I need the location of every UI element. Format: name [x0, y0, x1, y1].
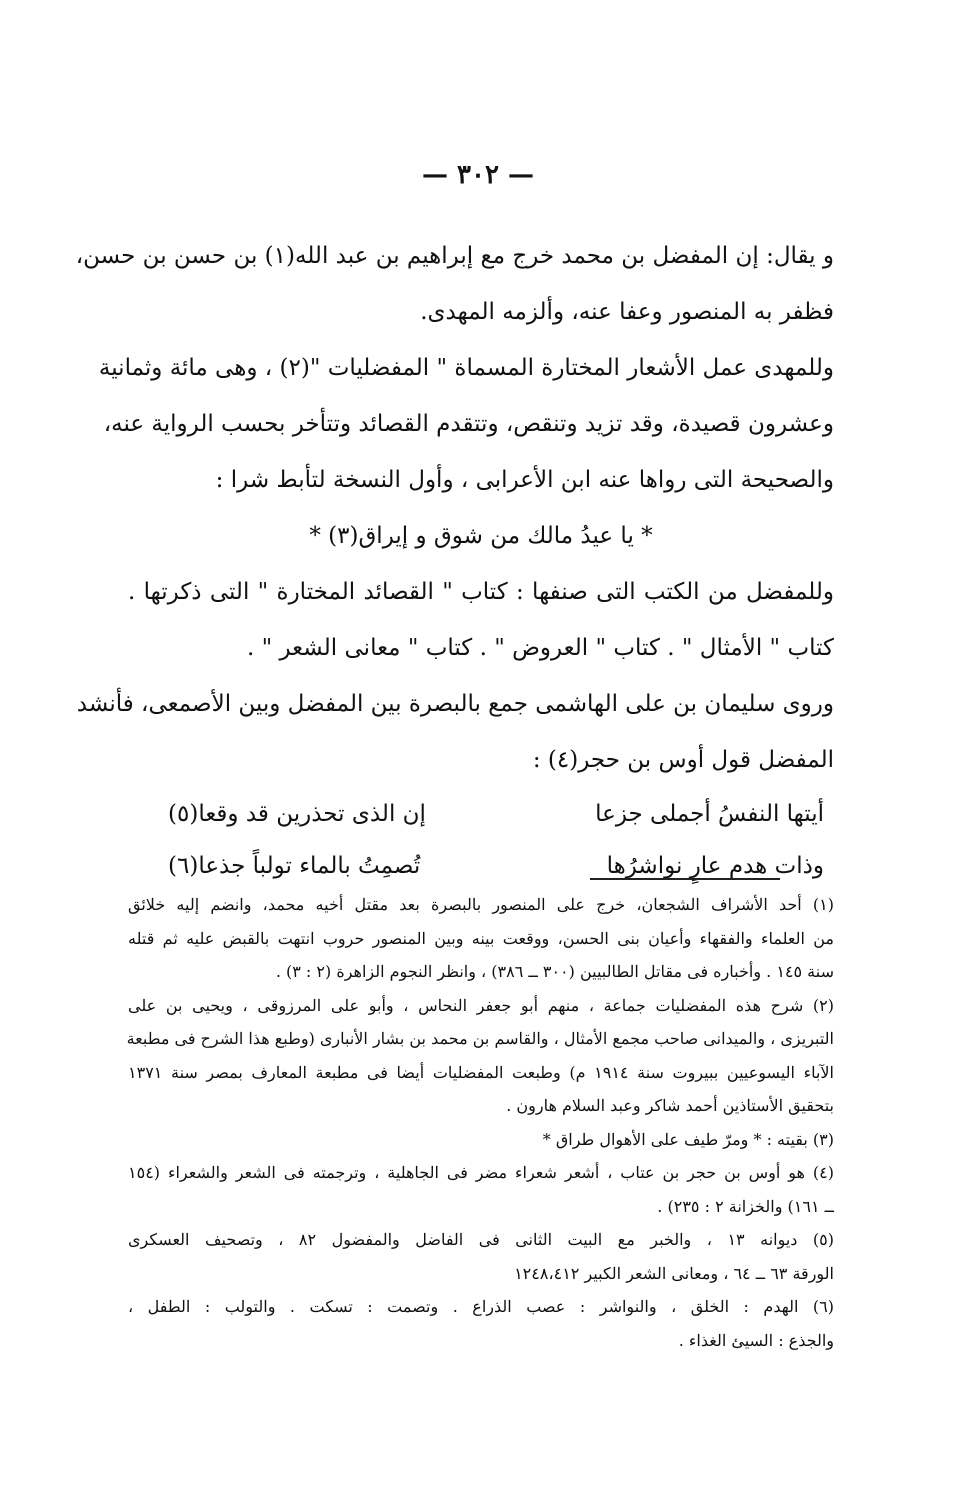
verse-quote: * يا عيدُ مالك من شوق و إيراق(٣) * [309, 523, 653, 549]
footnote-line: ــ ١٦١) والخزانة ٢ : ٢٣٥) . [657, 1196, 834, 1216]
verse-2-first-hemistich: وذات هدم عارٍ نواشرُها [606, 853, 824, 879]
footnotes [128, 888, 834, 1357]
footnote-line: (٣) بقيته : * ومرّ طيف على الأهوال طراق * [542, 1129, 834, 1149]
text-line-3: وللمهدى عمل الأشعار المختارة المسماة " المفضليات "(٢) ، وهى مائة وثمانية [98, 355, 834, 381]
verse-2-second-hemistich: تُصمِتُ بالماء تولباً جذعا(٦) [168, 853, 421, 879]
footnote-line: سنة ١٤٥ . وأخباره فى مقاتل الطالبيين (٣٠٠ ــ ٣٨٦) ، وانظر النجوم الزاهرة (٢ : ٣) . [275, 962, 834, 981]
footnote-line: بتحقيق الأستاذين أحمد شاكر وعبد السلام هارون . [506, 1096, 834, 1115]
poem-verse-1 [128, 788, 834, 840]
footnote-line: التبريزى ، والميدانى صاحب مجمع الأمثال ، والقاسم بن محمد بن بشار الأنبارى (وطبع هذا الشرح فى مطبعة [126, 1029, 834, 1048]
verse-1-second-hemistich: إن الذى تحذرين قد وقعا(٥) [168, 801, 426, 827]
page-number: — ٣٠٢ — [421, 160, 535, 190]
footnote-line: (٦) الهدم : الخلق ، والنواشر : عصب الذراع . وتصمت : تسكت . والتولب : الطفل ، [128, 1297, 834, 1316]
text-line-6: وللمفضل من الكتب التى صنفها : كتاب " القصائد المختارة " التى ذكرتها . [128, 579, 834, 605]
footnote-line: الورقة ٦٣ ــ ٦٤ ، ومعانى الشعر الكبير ١٢٤٨،٤١٢ [514, 1263, 834, 1283]
text-line-9: المفضل قول أوس بن حجر(٤) : [532, 747, 834, 773]
footnote-line: (٤) هو أوس بن حجر بن عتاب ، أشعر شعراء مضر فى الجاهلية ، وترجمته فى الشعر والشعراء (١٥٤ [128, 1163, 834, 1182]
footnote-divider [590, 878, 780, 880]
footnote-line: (١) أحد الأشراف الشجعان، خرج على المنصور بالبصرة بعد مقتل أخيه محمد، وانضم إليه خلائق [128, 895, 835, 914]
text-line-8: وروى سليمان بن على الهاشمى جمع بالبصرة بين المفضل وبين الأصمعى، فأنشد [76, 691, 834, 717]
poem-verse-2 [128, 840, 834, 892]
footnote-line: (٢) شرح هذه المفضليات جماعة ، منهم أبو جعفر النحاس ، وأبو على المرزوقى ، ويحيى بن على [128, 995, 835, 1015]
footnote-line: (٥) ديوانه ١٣ ، والخبر مع البيت الثانى فى الفاضل والمفضول ٨٢ ، وتصحيف العسكرى [128, 1230, 835, 1249]
footnote-line: من العلماء والفقهاء وأعيان بنى الحسن، ووقعت بينه وبين المنصور حروب انتهت بالقبض عليه ثم قتله [128, 928, 834, 948]
footnote-line: والجذع : السيئ الغذاء . [678, 1330, 834, 1350]
text-line-7: كتاب " الأمثال " . كتاب " العروض " . كتاب " معانى الشعر " . [246, 635, 834, 661]
text-line-1: و يقال: إن المفضل بن محمد خرج مع إبراهيم بن عبد الله(١) بن حسن بن حسن، [75, 243, 834, 269]
text-line-4: وعشرون قصيدة، وقد تزيد وتنقص، وتتقدم القصائد وتتأخر بحسب الرواية عنه، [103, 411, 834, 437]
verse-1-first-hemistich: أيتها النفسُ أجملى جزعا [595, 801, 824, 827]
text-line-2: فظفر به المنصور وعفا عنه، وألزمه المهدى. [420, 299, 834, 325]
footnote-line: الآباء اليسوعيين ببيروت سنة ١٩١٤ م) وطبعت المفضليات أيضا فى مطبعة المعارف بمصر سنة ١٣٧١ [128, 1062, 835, 1082]
main-text [75, 228, 834, 892]
text-line-5: والصحيحة التى رواها عنه ابن الأعرابى ، وأول النسخة لتأبط شرا : [215, 467, 834, 493]
